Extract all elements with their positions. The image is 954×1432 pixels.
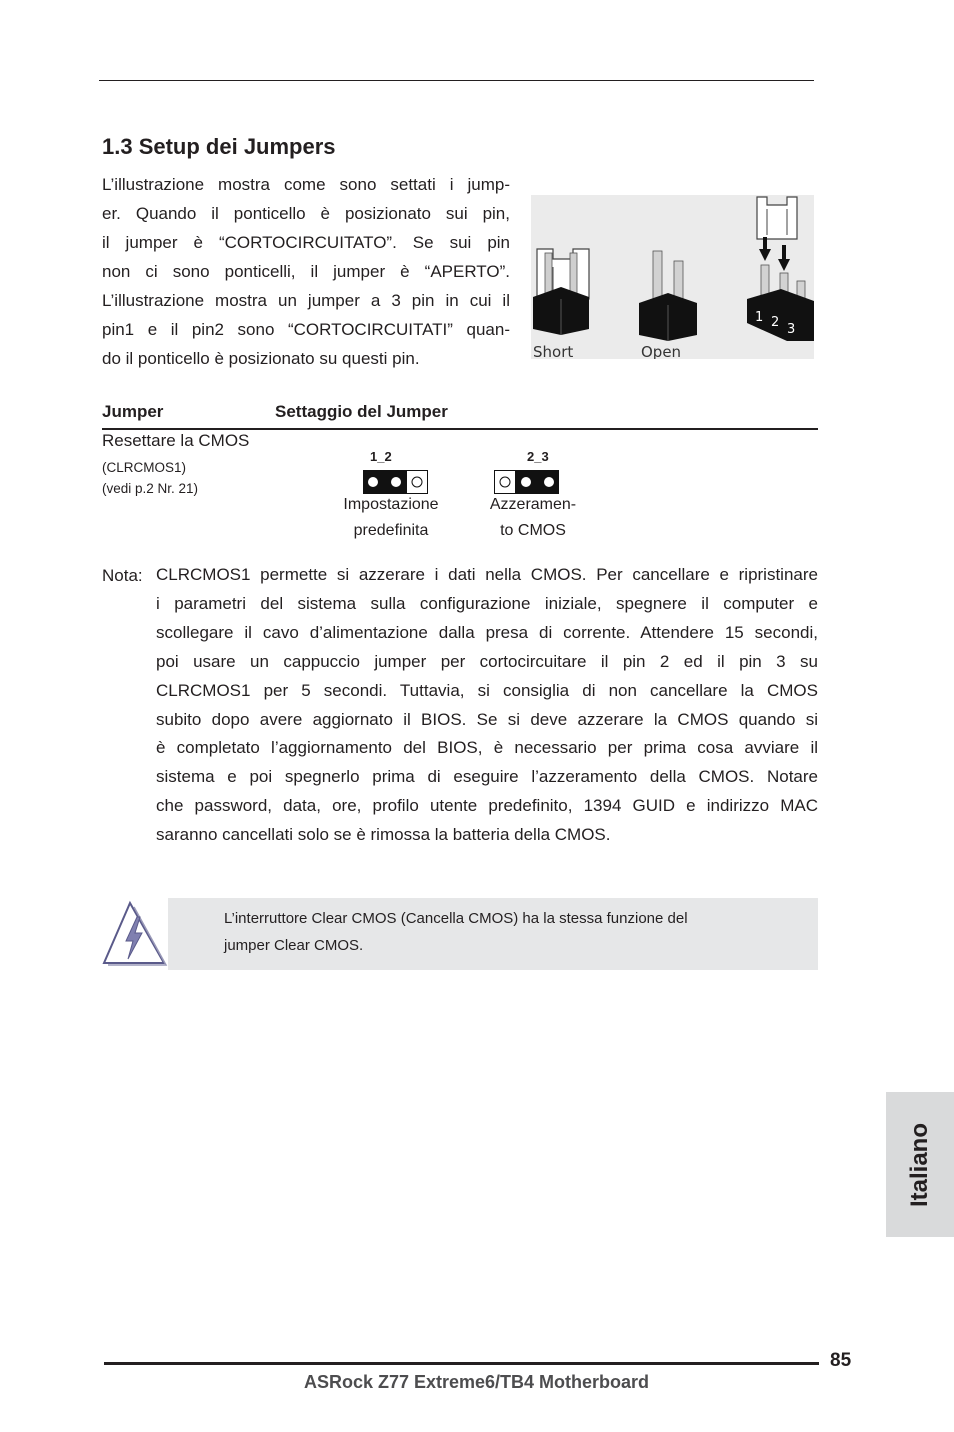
language-side-tab — [886, 1092, 954, 1237]
warning-line-2: jumper Clear CMOS. — [224, 937, 364, 954]
intro-line: L’illustrazione mostra un jumper a 3 pin in cui il — [102, 291, 510, 310]
pin-number: 1 — [755, 310, 764, 325]
clear-caption-1: Azzeramen- — [489, 496, 577, 513]
intro-line: er. Quando il ponticello è posizionato sui pin, — [102, 204, 510, 223]
table-rule — [102, 428, 818, 430]
row-id: (CLRCMOS1) — [102, 460, 187, 475]
pin-number: 2 — [771, 315, 780, 330]
clear-jumper-icon — [494, 470, 560, 499]
note-line: sistema e poi spegnerlo prima di eseguire l’azzeramento della CMOS. Notare — [156, 767, 818, 787]
row-name: Resettare la CMOS — [102, 431, 250, 450]
note-line: saranno cancellati solo se è rimossa la batteria della CMOS. — [156, 825, 611, 845]
table-header-jumper: Jumper — [102, 402, 164, 421]
note-line: subito dopo avere aggiornato il BIOS. Se si deve azzerare la CMOS quando si — [156, 709, 818, 729]
down-arrow-icon — [759, 237, 771, 261]
intro-line: il jumper è “CORTOCIRCUITATO”. Se sui pin — [102, 233, 510, 252]
note-body — [156, 561, 818, 850]
default-pins-label: 1_2 — [370, 449, 392, 464]
footer-title: ASRock Z77 Extreme6/TB4 Motherboard — [303, 1372, 650, 1392]
default-jumper-icon — [363, 470, 429, 499]
intro-line: non ci sono ponticelli, il jumper è “APERTO”. — [102, 262, 510, 281]
top-rule — [99, 80, 814, 81]
row-ref: (vedi p.2 Nr. 21) — [102, 481, 199, 496]
open-jumper-diagram — [639, 251, 697, 359]
jumper-illustration — [531, 195, 814, 359]
pin-number: 3 — [787, 322, 796, 337]
note-line: scollegare il cavo d’alimentazione dalla presa di corrente. Attendere 15 secondi, — [156, 622, 818, 642]
page-number: 85 — [830, 1350, 852, 1371]
table-header-setting: Settaggio del Jumper — [275, 402, 448, 421]
note-line: CLRCMOS1 per 5 secondi. Tuttavia, si consiglia di non cancellare la CMOS — [156, 680, 818, 700]
note-line: che password, data, ore, profilo utente predefinito, 1394 GUID e indirizzo MAC — [156, 796, 818, 816]
warning-line-1: L’interruttore Clear CMOS (Cancella CMOS) ha la stessa funzione del — [224, 910, 688, 927]
clear-pins-label: 2_3 — [527, 449, 549, 464]
note-line: i parametri del sistema sulla configurazione iniziale, spegnere il computer e — [156, 593, 818, 613]
warning-text — [224, 905, 688, 959]
short-jumper-diagram — [533, 249, 589, 359]
default-caption-1: Impostazione — [343, 496, 439, 513]
note-line: CLRCMOS1 permette si azzerare i dati nella CMOS. Per cancellare e ripristinare — [156, 565, 818, 584]
intro-paragraph — [102, 170, 510, 373]
note-line: poi usare un cappuccio jumper per cortocircuitare il pin 2 ed il pin 3 su — [156, 651, 818, 671]
section-title: 1.3 Setup dei Jumpers — [102, 134, 336, 159]
footer-rule — [104, 1362, 819, 1365]
intro-line: pin1 e il pin2 sono “CORTOCIRCUITATI” quan- — [102, 320, 510, 339]
intro-line: L’illustrazione mostra come sono settati i jump- — [102, 175, 510, 194]
intro-line: do il ponticello è posizionato su questi pin. — [102, 349, 420, 368]
warning-icon — [100, 899, 168, 972]
down-arrow-icon — [778, 245, 790, 271]
three-pin-jumper-diagram — [747, 197, 814, 341]
note-line: è completato l’aggiornamento del BIOS, è necessario per prima cosa avviare il — [156, 738, 818, 758]
clear-caption-2: to CMOS — [500, 522, 566, 539]
side-tab-label: Italiano — [906, 1122, 933, 1207]
open-label: Open — [641, 343, 682, 359]
note-label: Nota: — [102, 566, 143, 585]
short-label: Short — [533, 343, 574, 359]
default-caption-2: predefinita — [353, 522, 429, 539]
